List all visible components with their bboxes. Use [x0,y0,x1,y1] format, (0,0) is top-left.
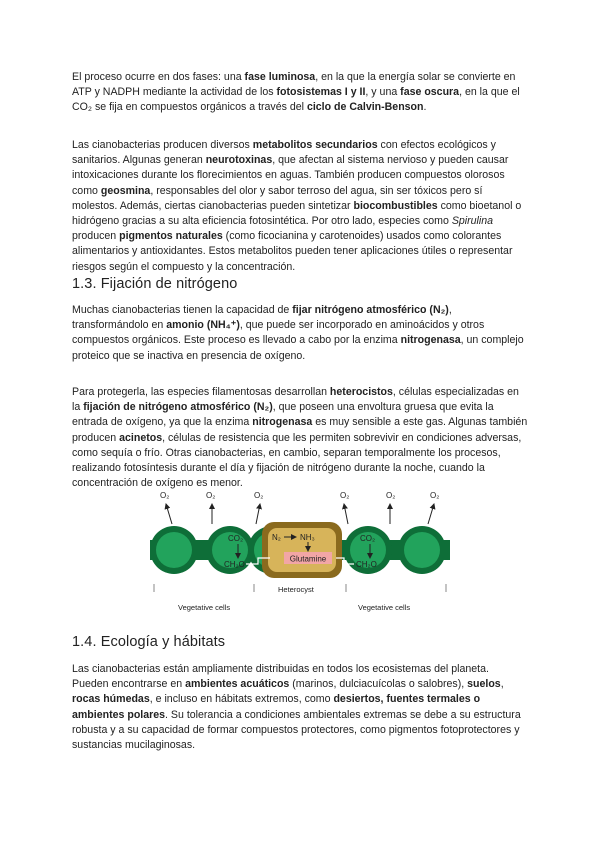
paragraph-heterocysts: Para protegerla, las especies filamentosas desarrollan heterocistos, células especializadas en la fijación de nitrógeno atmosférico (N₂), que poseen una envoltura gruesa que evita la entrada de oxígeno, ya que la enzima nitrogenasa es muy sensible a este gas. Algunas también producen acinetos, células de resistencia que les permiten sobrevivir en condiciones adversas, como sequía o frío. Otras cianobacterias, en cambio, separan temporalmente los procesos, realizando fotosíntesis durante el día y fijación de nitrógeno durante la noche, cuando la concentración de oxígeno es menor. [72,386,528,490]
o2-label: O₂ [160,491,170,500]
o2-label: O₂ [386,491,396,500]
o2-label: O₂ [340,491,350,500]
o2-label: O₂ [254,491,264,500]
section-heading-ecology: 1.4. Ecología y hábitats [72,634,226,650]
o2-label: O₂ [206,491,216,500]
paragraph-metabolites: Las cianobacterias producen diversos metabolitos secundarios con efectos ecológicos y sanitarios. Algunas generan neurotoxinas, que afectan al sistema nervioso y pueden causar intoxicaciones durante los florecimientos en aguas. También producen compuestos olorosos como geosmina, responsables del olor y sabor terroso del agua, sin ser tóxicos pero sí molestos. Además, ciertas cianobacterias pueden sintetizar biocombustibles como bioetanol o hidrógeno gracias a su alta eficiencia fotosintética. Por otro lado, especies como Spirulina producen pigmentos naturales (como ficocianina y carotenoides) usados como colorantes alimentarios y antioxidantes. Estos metabolitos pueden tener aplicaciones útiles o representar riesgos según el compuesto y la concentración. [72,139,522,273]
vegetative-cell [150,526,198,574]
heterocyst-figure [150,488,450,616]
paragraph-nitrogen-fixation: Muchas cianobacterias tienen la capacidad de fijar nitrógeno atmosférico (N₂), transformándolo en amonio (NH₄⁺), que puede ser incorporado en aminoácidos y otros compuestos orgánicos. Este proceso es llevado a cabo por la enzima nitrogenasa, un complejo proteico que se inactiva en presencia de oxígeno. [72,304,524,362]
co2-label-left: CO₂ [228,534,244,543]
ch2o-label-left: CH₂O [224,560,245,569]
glutamine-label: Glutamine [289,554,327,564]
ch2o-label-right: CH₂O [356,560,377,569]
paragraph-ecology: Las cianobacterias están ampliamente distribuidas en todos los ecosistemas del planeta. Pueden encontrarse en ambientes acuáticos (marinos, dulciacuícolas o salobres), suelos, rocas húmedas, e incluso en hábitats extremos, como desiertos, fuentes termales o ambientes polares. Su tolerancia a condiciones ambientales extremas se debe a su estructura robusta y a su capacidad de formar compuestos protectores, como pigmentos fotoprotectores y sustancias mucilaginosas. [72,663,521,752]
heterocyst-diagram [150,488,450,616]
vegetative-cells-label-left: Vegetative cells [178,603,231,612]
o2-label: O₂ [430,491,440,500]
section-heading-nitrogen: 1.3. Fijación de nitrógeno [72,276,238,292]
heterocyst-cell [262,522,342,578]
heterocyst-label: Heterocyst [278,585,314,594]
paragraph-phases: El proceso ocurre en dos fases: una fase luminosa, en la que la energía solar se convierte en ATP y NADPH mediante la actividad de los fotosistemas I y II, y una fase oscura, en la que el CO₂ se fija en compuestos orgánicos a través del ciclo de Calvin-Benson. [72,71,520,114]
n2-label: N₂ [272,533,281,542]
nh3-label: NH₃ [300,533,315,542]
vegetative-cell [398,526,446,574]
vegetative-cells-label-right: Vegetative cells [358,603,411,612]
co2-label-right: CO₂ [360,534,376,543]
